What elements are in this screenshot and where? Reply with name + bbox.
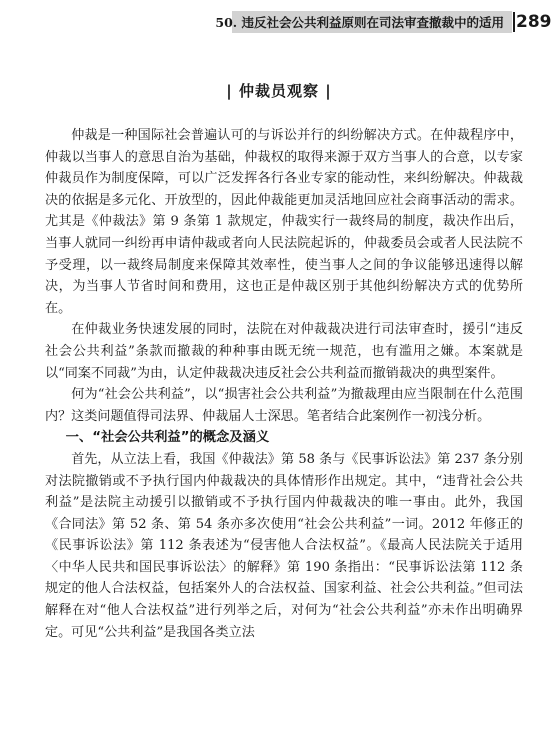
paragraph: 在仲裁业务快速发展的同时，法院在对仲裁裁决进行司法审查时，援引“违反社会公共利益”条款而撤裁的种种事由既无统一规范，也有滥用之嫌。本案就是以“同案不同裁”为由，认定仲裁裁决违反社会公共利益而撤销裁决的典型案件。 bbox=[45, 322, 523, 381]
page-number: 289 bbox=[516, 12, 552, 32]
running-title: 50. 违反社会公共利益原则在司法审查撤裁中的适用 bbox=[215, 15, 504, 30]
paragraph: 仲裁是一种国际社会普遍认可的与诉讼并行的纠纷解决方式。在仲裁程序中，仲裁以当事人的意思自治为基础，仲裁权的取得来源于双方当事人的合意，以专家仲裁员作为制度保障，可以广泛发挥各行各业专家的能动性，来纠纷解决。仲裁裁决的依据是多元化、开放型的，因此仲裁能更加灵活地回应社会商事活动的需求。尤其是《仲裁法》第 9 条第 1 款规定，仲裁实行一裁终局的制度，裁决作出后，当事人就同一纠纷再申请仲裁或者向人民法院起诉的，仲裁委员会或者人民法院不予受理，以一裁终局制度来保障其效率性，使当事人之间的争议能够迅速得以解决，为当事人节省时间和费用，这也正是仲裁区别于其他纠纷解决方式的优势所在。 bbox=[45, 128, 523, 316]
subheading: 一、“社会公共利益”的概念及涵义 bbox=[65, 430, 270, 446]
section-heading: | 仲裁员观察 | bbox=[226, 82, 332, 100]
running-header-bar bbox=[215, 11, 512, 33]
paragraph: 首先，从立法上看，我国《仲裁法》第 58 条与《民事诉讼法》第 237 条分别对法院撤销或不予执行国内仲裁裁决的具体情形作出规定。其中，“违背社会公共利益”是法院主动援引以撤销或不予执行国内仲裁裁决的唯一事由。此外，我国《合同法》第 52 条、第 54 条亦多次使用“社会公共利益”一词。2012 年修正的《民事诉讼法》第 112 条表述为“侵害他人合法权益”。《最高人民法院关于适用〈中华人民共和国民事诉讼法〉的解释》第 190 条指出：“民事诉讼法第 112 条规定的他人合法权益，包括案外人的合法权益、国家利益、社会公共利益。”但司法解释在对“他人合法权益”进行列举之后，对何为“社会公共利益”亦未作出明确界定。可见“公共利益”是我国各类立法 bbox=[45, 451, 523, 640]
body-text bbox=[45, 125, 523, 643]
paragraph: 何为“社会公共利益”，以“损害社会公共利益”为撤裁理由应当限制在什么范围内？这类问题值得司法界、仲裁届人士深思。笔者结合此案例作一初浅分析。 bbox=[45, 387, 523, 424]
